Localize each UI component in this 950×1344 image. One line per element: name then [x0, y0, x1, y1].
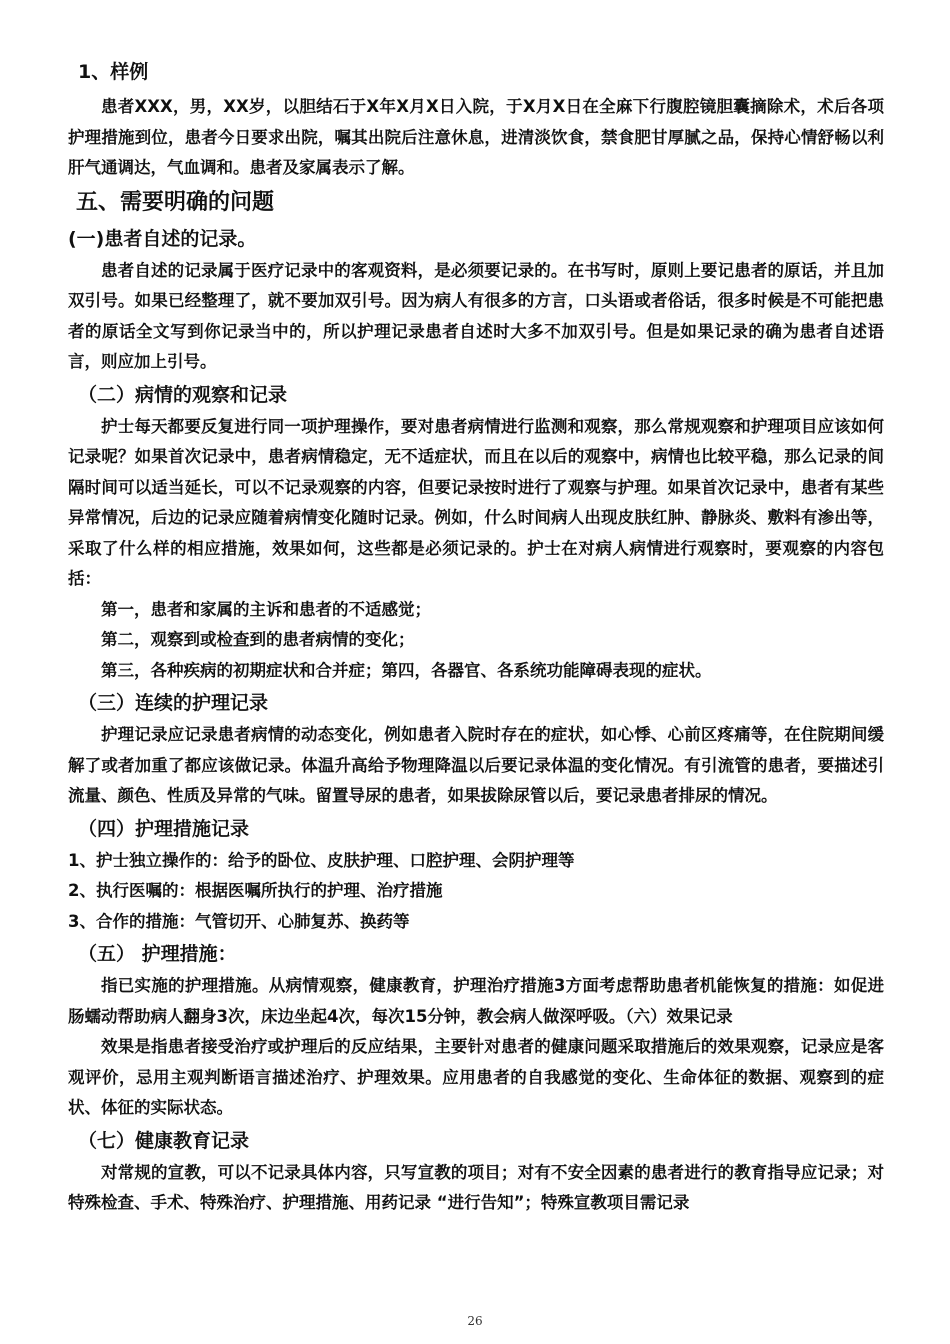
sub2-item-3: 第三，各种疾病的初期症状和合并症；第四，各器官、各系统功能障碍表现的症状。: [101, 660, 712, 680]
sub3-paragraph: 护理记录应记录患者病情的动态变化，例如患者入院时存在的症状，如心悸、心前区疼痛等，在住院期间缓解了或者加重了都应该做记录。体温升高给予物理降温以后要记录体温的变化情况。有引流管的患者，要描述引流量、颜色、性质及异常的气味。留置导尿的患者，如果拔除尿管以后，要记录患者排尿的情况。: [68, 725, 884, 805]
sub6-paragraph: 效果是指患者接受治疗或护理后的反应结果，主要针对患者的健康问题采取措施后的效果观察，记录应是客观评价，忌用主观判断语言描述治疗、护理效果。应用患者的自我感觉的变化、生命体征的数据、观察到的症状、体征的实际状态。: [68, 1037, 884, 1117]
sub7-paragraph: 对常规的宣教，可以不记录具体内容，只写宣教的项目；对有不安全因素的患者进行的教育指导应记录；对特殊检查、手术、特殊治疗、护理措施、用药记录 “进行告知”；特殊宣教项目需记录: [68, 1162, 884, 1212]
sub2-item-2: 第二，观察到或检查到的患者病情的变化；: [101, 630, 415, 649]
sub5-heading: （五） 护理措施：: [78, 943, 237, 965]
sub2-item-1: 第一，患者和家属的主诉和患者的不适感觉；: [101, 599, 431, 619]
sub1-heading: (一)患者自述的记录。: [68, 227, 257, 250]
page-number: 26: [467, 1314, 483, 1328]
section-five-heading: 五、需要明确的问题: [76, 189, 275, 215]
sub5-paragraph: 指已实施的护理措施。从病情观察，健康教育，护理治疗措施3方面考虑帮助患者机能恢复的措施：如促进肠蠕动帮助病人翻身3次，床边坐起4次，每次15分钟，教会病人做深呼吸。（六）效果记录: [68, 976, 884, 1026]
sub4-heading: （四）护理措施记录: [78, 817, 250, 840]
sub4-item-2: 2、执行医嘱的：根据医嘱所执行的护理、治疗措施: [68, 881, 443, 900]
sub4-item-1: 1、护士独立操作的：给予的卧位、皮肤护理、口腔护理、会阴护理等: [68, 850, 575, 870]
sub3-heading: （三）连续的护理记录: [78, 692, 269, 714]
sub1-paragraph: 患者自述的记录属于医疗记录中的客观资料，是必须要记录的。在书写时，原则上要记患者的原话，并且加双引号。如果已经整理了，就不要加双引号。因为病人有很多的方言，口头语或者俗话，很多时候是不可能把患者的原话全文写到你记录当中的，所以护理记录患者自述时大多不加双引号。但是如果记录的确为患者自述语言，则应加上引号。: [68, 260, 884, 371]
document-page: [68, 52, 884, 1219]
example-heading: 1、样例: [78, 61, 149, 83]
example-paragraph: 患者XXX，男，XX岁，以胆结石于X年X月X日入院，于X月X日在全麻下行腹腔镜胆囊摘除术，术后各项护理措施到位，患者今日要求出院，嘱其出院后注意休息，进清淡饮食，禁食肥甘厚腻之品，保持心情舒畅以利肝气通调达，气血调和。患者及家属表示了解。: [68, 97, 884, 177]
sub2-paragraph: 护士每天都要反复进行同一项护理操作，要对患者病情进行监测和观察，那么常规观察和护理项目应该如何记录呢？如果首次记录中，患者病情稳定，无不适症状，而且在以后的观察中，病情也比较平稳，那么记录的间隔时间可以适当延长，可以不记录观察的内容，但要记录按时进行了观察与护理。如果首次记录中，患者有某些异常情况，后边的记录应随着病情变化随时记录。例如，什么时间病人出现皮肤红肿、静脉炎、敷料有渗出等，采取了什么样的相应措施，效果如何，这些都是必须记录的。护士在对病人病情进行观察时，要观察的内容包括：: [68, 416, 884, 588]
sub7-heading: （七）健康教育记录: [78, 1129, 250, 1152]
sub4-item-3: 3、合作的措施：气管切开、心肺复苏、换药等: [68, 911, 410, 931]
sub2-heading: （二）病情的观察和记录: [78, 383, 288, 406]
